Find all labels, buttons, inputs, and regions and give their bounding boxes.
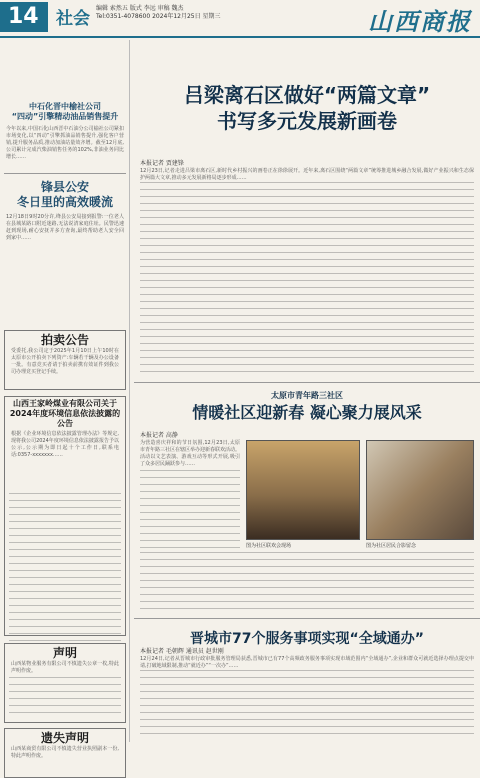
story-divider-2 [134,618,480,619]
story2-text: 为营造喜庆祥和的节日氛围,12月23日,太原市青年路三社区在辖区举办迎新春联欢活动。活动以文艺表演、游戏互动等形式开展,吸引了众多居民踊跃参与…… [140,440,241,467]
notice-auction [4,330,126,390]
page-header [0,0,480,38]
notice-auction-text: 受委托,我公司定于2025年1月10日上午10时在太原市公开拍卖下列资产:车辆若干辆及办公设备一批。有意竞买者请于拍卖前携有效证件到我公司办理竞买登记手续。 [11,348,119,375]
left-article-1-title: 中石化晋中榆社公司 “四动”引擎精动油品销售提升 [11,102,119,121]
photo-celebration [246,440,360,540]
notice-environment [4,396,126,636]
notice-auction-title: 拍卖公告 [40,333,89,347]
story3-headline: 晋城市77个服务事项实现“全域通办” [190,631,424,647]
story2-text-col [140,440,240,552]
left-article-2 [0,180,130,300]
story2-columns [140,552,474,610]
story1-body [140,168,474,376]
left-column [0,40,130,759]
right-column [134,40,480,742]
story2-kicker: 太原市青年路三社区 [271,391,343,400]
story2-byline: 本报记者 高静 [140,432,178,439]
notice-statement-title: 声明 [52,646,77,660]
photo-celebration-caption: 图为社区联欢会现场 [246,543,292,549]
left-article-2-text: 12月18日9时20分许,绛县公安局接到报警:一位老人在县城某路口附近迷路,无法说清家庭住址。民警迅速赶到现场,耐心安抚并多方查询,最终帮助老人安全回到家中…… [6,214,124,241]
notice-statement-text: 山西某物业服务有限公司不慎遗失公章一枚,特此声明作废。 [11,661,119,674]
photo-group-caption: 图为社区居民合影留念 [366,543,417,549]
photo-group [366,440,474,540]
left-article-1-text: 今年以来,中国石化山西晋中石油分公司榆社公司紧扣市场变化,以“四动”引擎抓油品销售提升,强化客户营销,提升服务品质,推动加油站量效齐增。截至12月底,公司累计完成汽柴油销售任务的102%,非油业务同比增长…… [6,126,124,160]
notice-statement [4,643,126,723]
notice-lost-text: 山西某商贸有限公司不慎遗失营业执照副本一份,特此声明作废。 [11,746,119,759]
section-label: 社会 [56,9,90,29]
left-divider-1 [4,173,126,174]
story3-body [140,656,474,740]
story3-text: 12月24日,记者从晋城市行政审批服务管理局获悉,晋城市已有77个高频政务服务事项实现市域范围内“全域通办”,企业和群众可就近选择办理点提交申请,打破地域限制,推动“就近办”“一次办”…… [140,656,474,669]
story3-byline: 本报记者 毛朝辉 通讯员 赵世刚 [140,648,224,655]
story1-headline: 吕梁离石区做好“两篇文章” 书写多元发展新画卷 [183,83,431,133]
masthead: 山西商报 [368,7,472,36]
story1-byline: 本报记者 贾建锋 [140,160,184,167]
page-number: 14 [0,2,48,32]
header-meta: 编辑 索然五 版式 李远 审稿 魏杰 Tel:0351-4078600 2024年12月25日 星期三 [96,5,221,20]
story2-headline: 情暖社区迎新春 凝心聚力展风采 [192,403,422,422]
story-divider-1 [134,382,480,383]
left-article-2-title: 锋县公安 冬日里的高效暖流 [16,180,113,209]
notice-lost [4,728,126,778]
notice-environment-text: 根据《企业环境信息依法披露管理办法》等规定,现将我公司2024年度环境信息依法披露报告予以公示,公示期为即日起十个工作日,联系电话:0357-xxxxxxx…… [11,431,119,458]
story1-columns [140,182,474,374]
story3-columns [140,670,474,740]
notice-statement-filler [9,677,121,717]
notice-environment-filler [9,493,121,643]
notice-environment-title: 山西王家岭煤业有限公司关于2024年度环境信息依法披露的公告 [9,399,121,428]
story2-text-filler [140,470,240,552]
story1-text: 12月23日,记者走进吕梁市离石区,新时代乡村振兴的画卷正在徐徐展开。近年来,离石区围绕“两篇文章”统筹推进城乡融合发展,做好产业振兴和生态保护两篇大文章,推动多元发展新格局逐步形成…… [140,168,474,181]
notice-lost-title: 遗失声明 [40,731,89,745]
